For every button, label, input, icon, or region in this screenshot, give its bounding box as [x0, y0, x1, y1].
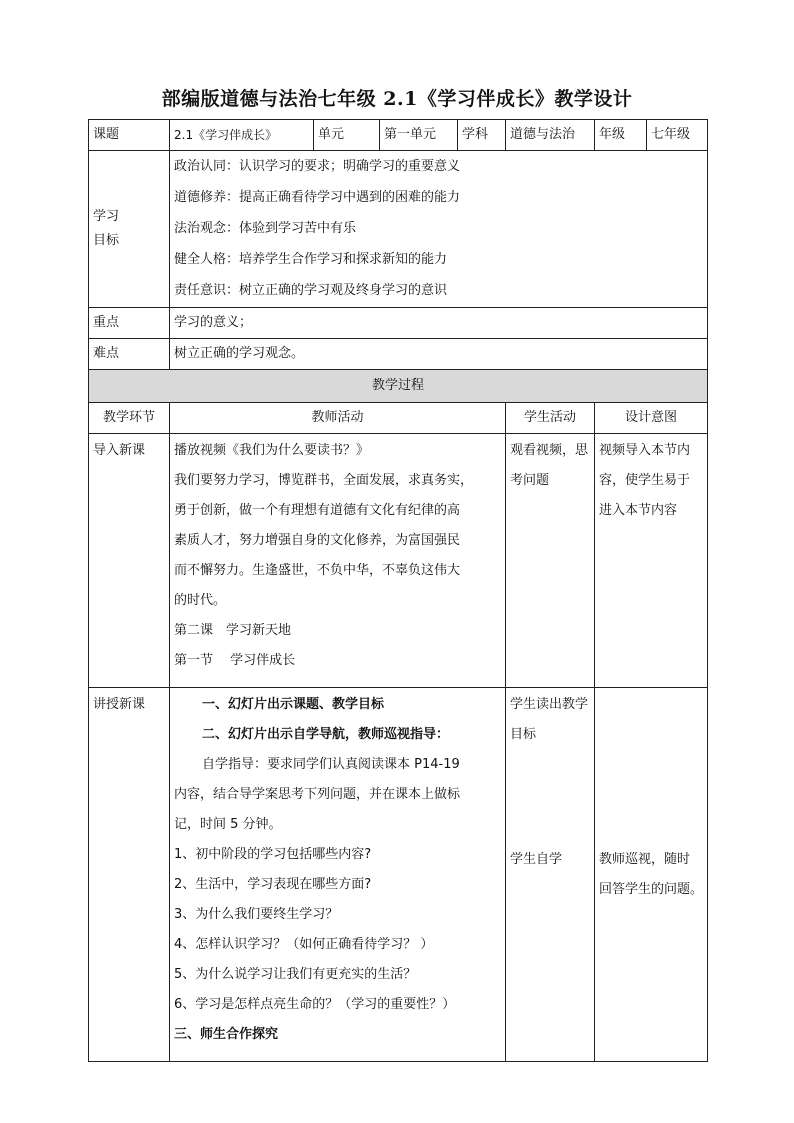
intro-stage: 导入新课: [89, 434, 170, 688]
lecture-question: 4、怎样认识学习？（如何正确看待学习？ ）: [174, 937, 434, 952]
lecture-step-1: 一、幻灯片出示课题、教学目标: [202, 697, 385, 712]
cell-topic-label: 课题: [89, 120, 170, 151]
lecture-step-3: 三、师生合作探究: [174, 1027, 279, 1042]
cell-unit-label: 单元: [314, 120, 380, 151]
lecture-row: [89, 688, 708, 1062]
intro-teacher: [170, 434, 506, 688]
header-row: [89, 120, 708, 151]
cell-subject-label: 学科: [458, 120, 506, 151]
lecture-intent-line: 回答学生的问题。: [599, 882, 704, 897]
lecture-guide-line: 内容，结合导学案思考下列问题，并在课本上做标: [174, 787, 461, 802]
process-header-row: [89, 370, 708, 403]
intro-row: [89, 434, 708, 688]
difficulty-label: 难点: [89, 339, 170, 370]
lecture-student-line: 目标: [510, 727, 537, 742]
intro-teacher-line: 第一节 学习伴成长: [174, 653, 296, 668]
objectives-list: [170, 151, 708, 308]
intro-teacher-line: 勇于创新，做一个有理想有道德有文化有纪律的高: [174, 503, 461, 518]
lesson-plan-table: [88, 119, 708, 1062]
intro-intent-line: 容，使学生易于: [599, 473, 691, 488]
intro-student-line: 观看视频，思: [510, 443, 589, 458]
lecture-student: [506, 688, 595, 1062]
cell-grade-label: 年级: [595, 120, 647, 151]
intro-student-line: 考问题: [510, 473, 550, 488]
intro-teacher-line: 的时代。: [174, 593, 227, 608]
lecture-question: 5、为什么说学习让我们有更充实的生活？: [174, 967, 417, 982]
key-point-row: [89, 308, 708, 339]
cell-unit-value: 第一单元: [380, 120, 458, 151]
page-title: 部编版道德与法治七年级 2.1《学习伴成长》教学设计: [161, 88, 633, 110]
intro-teacher-line: 素质人才，努力增强自身的文化修养，为富国强民: [174, 533, 461, 548]
lecture-step-2: 二、幻灯片出示自学导航，教师巡视指导：: [202, 727, 450, 742]
key-point-text: 学习的意义；: [170, 308, 708, 339]
lecture-question: 1、初中阶段的学习包括哪些内容?: [174, 847, 372, 862]
cell-topic-value: 2.1《学习伴成长》: [170, 120, 314, 151]
cell-grade-value: 七年级: [647, 120, 708, 151]
lecture-intent-line: 教师巡视，随时: [599, 852, 691, 867]
lecture-teacher: [170, 688, 506, 1062]
intro-teacher-line: 播放视频《我们为什么要读书？》: [174, 443, 370, 458]
difficulty-row: [89, 339, 708, 370]
key-point-label: 重点: [89, 308, 170, 339]
objectives-row: [89, 151, 708, 308]
process-columns-row: [89, 403, 708, 434]
cell-subject-value: 道德与法治: [506, 120, 595, 151]
objectives-label-text: 学习目标: [93, 209, 120, 248]
process-header: 教学过程: [89, 370, 708, 403]
objective-item: 政治认同：认识学习的要求；明确学习的重要意义: [174, 159, 461, 174]
spacer: [599, 690, 703, 845]
col-teacher: 教师活动: [170, 403, 506, 434]
intro-teacher-line: 而不懈努力。生逢盛世，不负中华，不辜负这伟大: [174, 563, 461, 578]
lecture-question: 3、为什么我们要终生学习？: [174, 907, 339, 922]
intro-intent-line: 视频导入本节内: [599, 443, 691, 458]
difficulty-text: 树立正确的学习观念。: [170, 339, 708, 370]
lecture-student-line: 学生自学: [510, 852, 563, 867]
lecture-guide-line: 记，时间 5 分钟。: [174, 817, 282, 832]
objective-item: 责任意识：树立正确的学习观及终身学习的意识: [174, 283, 448, 298]
col-student: 学生活动: [506, 403, 595, 434]
intro-intent-line: 进入本节内容: [599, 503, 678, 518]
lecture-intent: [595, 688, 708, 1062]
spacer: [510, 750, 590, 845]
objectives-label: [89, 151, 170, 308]
objective-item: 健全人格：培养学生合作学习和探求新知的能力: [174, 252, 448, 267]
lecture-question: 6、学习是怎样点亮生命的？（学习的重要性？）: [174, 997, 456, 1012]
lecture-guide-line: 自学指导：要求同学们认真阅读课本 P14-19: [202, 757, 460, 772]
lecture-question: 2、生活中，学习表现在哪些方面?: [174, 877, 372, 892]
lecture-stage: 讲授新课: [89, 688, 170, 1062]
col-intent: 设计意图: [595, 403, 708, 434]
intro-teacher-line: 我们要努力学习，博览群书，全面发展，求真务实，: [174, 473, 474, 488]
col-stage: 教学环节: [89, 403, 170, 434]
intro-student: [506, 434, 595, 688]
objective-item: 法治观念：体验到学习苦中有乐: [174, 221, 357, 236]
intro-teacher-line: 第二课 学习新天地: [174, 623, 292, 638]
lecture-student-line: 学生读出教学: [510, 697, 589, 712]
objective-item: 道德修养：提高正确看待学习中遇到的困难的能力: [174, 190, 461, 205]
intro-intent: [595, 434, 708, 688]
